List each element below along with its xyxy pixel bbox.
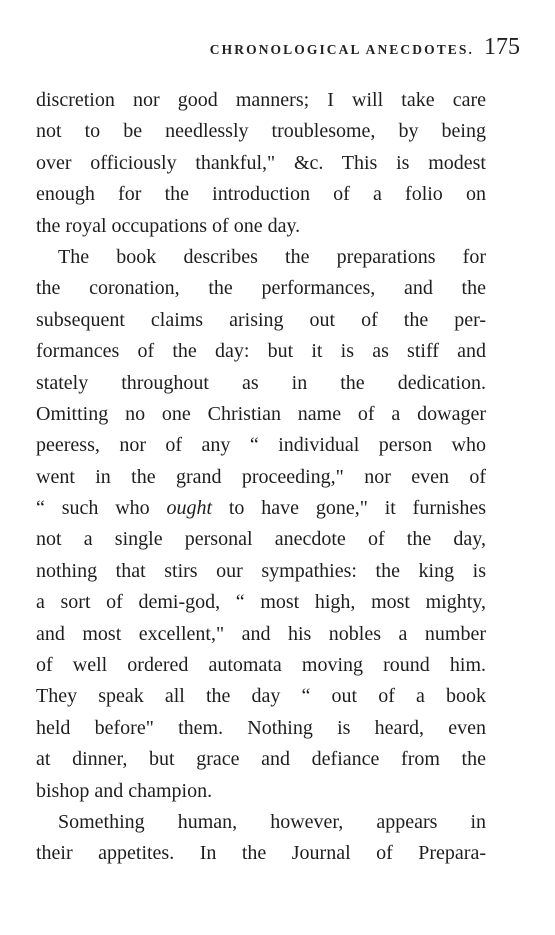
text-line: The book describes the preparations for — [58, 245, 486, 268]
text-line: nothing that stirs our sympathies: the king is — [36, 559, 486, 582]
text-line: peeress, nor of any “ individual person who — [36, 434, 486, 457]
text-line: Something human, however, appears in — [58, 810, 486, 833]
text-line: at dinner, but grace and defiance from the — [36, 748, 486, 771]
text-line: subsequent claims arising out of the per- — [36, 308, 486, 331]
text-line: their appetites. In the Journal of Prepara- — [36, 842, 486, 865]
text-line: the royal occupations of one day. — [36, 214, 301, 237]
text-line: bishop and champion. — [36, 779, 213, 802]
text-line: over officiously thankful," &c. This is modest — [36, 151, 486, 174]
text-line: discretion nor good manners; I will take care — [36, 89, 486, 111]
text-line: not a single personal anecdote of the day, — [36, 528, 486, 551]
text-line: a sort of demi-god, “ most high, most mighty, — [36, 591, 486, 614]
text-line: of well ordered automata moving round him. — [36, 654, 486, 677]
emphasis: ought — [166, 497, 213, 520]
paragraph-1 — [36, 85, 486, 242]
running-head — [36, 34, 520, 64]
text-line: “ such who ought to have gone," it furnishes — [36, 497, 486, 520]
body-text — [36, 85, 486, 870]
text-line: formances of the day: but it is as stiff and — [36, 340, 486, 363]
paragraph-2 — [36, 242, 486, 807]
text-line: Omitting no one Christian name of a dowager — [36, 402, 486, 425]
text-line: the coronation, the performances, and the — [36, 277, 486, 300]
text-line: and most excellent," and his nobles a number — [36, 622, 486, 645]
text-line: stately throughout as in the dedication. — [36, 371, 486, 394]
text-line: They speak all the day “ out of a book — [36, 685, 486, 708]
text-line: held before" them. Nothing is heard, even — [36, 716, 486, 739]
text-line: not to be needlessly troublesome, by being — [36, 120, 486, 143]
page-number: 175 — [484, 34, 520, 60]
text-line: went in the grand proceeding," nor even of — [36, 465, 486, 488]
paragraph-3 — [36, 807, 486, 870]
running-head-title: CHRONOLOGICAL ANECDOTES. — [209, 42, 474, 57]
text-line: enough for the introduction of a folio on — [36, 183, 486, 206]
